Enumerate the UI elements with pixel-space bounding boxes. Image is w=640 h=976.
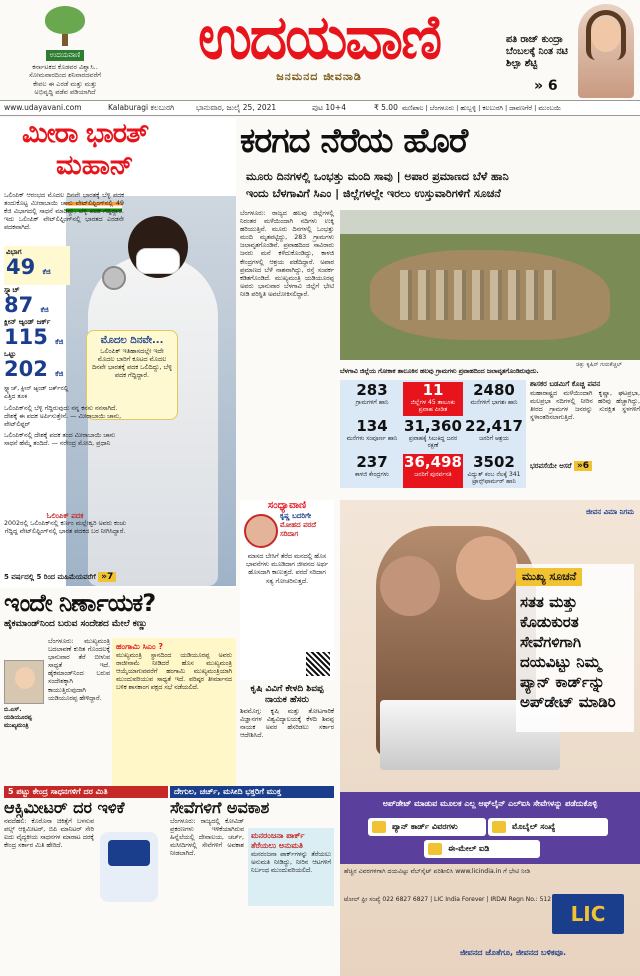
actress-photo <box>578 4 634 98</box>
decision-headline[interactable]: ಇಂದೇ ನಿರ್ಣಾಯಕ? <box>4 589 156 617</box>
stat-label: ಕ್ಲೀನ್ ಆ್ಯಂಡ್ ಜರ್ಕ್ <box>4 318 51 326</box>
krishi-body: ಶಿವಮೊಗ್ಗ: ಕೃಷಿ ಮತ್ತು ತೋಟಗಾರಿಕೆ ವಿಜ್ಞಾನಗಳ ವಿಶ್ವವಿದ್ಯಾಲಯಕ್ಕೆ ಕೆಳದಿ ಶಿವಪ್ಪ ನಾಯಕ ಅವರ ಹೆಸರಿಡಲು ಸರ್ಕಾರ ಆದೇಶಿಸಿದೆ. <box>240 708 334 740</box>
flood-headline[interactable]: ಕರಗದ ನೆರೆಯ ಹೊರೆ <box>240 121 468 161</box>
stat-label: ಒಟ್ಟು <box>4 350 17 358</box>
note-text: 2002ರಲ್ಲಿ ಒಲಿಂಪಿಕ್‌ನಲ್ಲಿ ಕರ್ಣಂ ಮಲ್ಲೇಶ್ವರಿ ಅವರು ಕಂಚು ಗೆದ್ದಿದ್ದ ವೇಟ್‌ಲಿಫ್ಟಿಂಗ್‌ನಲ್ಲಿ ಭಾರತ ಪದಕದ ಬರ ನೀಗಿಸಿದ್ದಾರೆ. <box>4 520 126 535</box>
stat-cell: 36,498 ಜನರಿಗೆ ಪುನರ್ವಸತಿ <box>403 454 463 488</box>
stat-unit: ಕೆಜಿ <box>40 306 49 314</box>
mail-icon <box>428 843 442 855</box>
stat-unit: ಕೆಜಿ <box>55 338 64 346</box>
stat-cell: 2480 ಮನೆಗಳಿಗೆ ಭಾಗಶಃ ಹಾನಿ <box>470 381 518 406</box>
side-heading[interactable]: ಶಾಸಕರ ಬಡಮಿಗೆ ಕೊಚ್ಚಿ ಪವನ <box>530 380 601 388</box>
cities: ಮಣಿಪಾಲ | ಬೆಂಗಳೂರು | ಹುಬ್ಬಳ್ಳಿ | ಕಲಬುರಗಿ | ದಾವಣಗೆರೆ | ಮುಂಬಯಿ <box>402 104 561 112</box>
quote: ಒಲಿಂಪಿಕ್‌ನಲ್ಲಿ ದೇಶಕ್ಕೆ ಪದಕ ತಂದ ಮೀರಾಬಾಯಿ ಚಾನು ಸಾಧನೆ ಹೆಮ್ಮೆ ತಂದಿದೆ. — ನರೇಂದ್ರ ಮೋದಿ, ಪ್ರಧಾನಿ <box>4 432 116 447</box>
park-text: ಮನರಂಜನಾ ಪಾರ್ಕ್‌ಗಳನ್ನು ತೆರೆಯಲು ಅನುಮತಿ ನೀಡಿದ್ದು, ನೀರಿನ ಆಟಗಳಿಗೆ ನಿರ್ಬಂಧ ಮುಂದುವರಿಯಲಿದೆ. <box>251 851 331 875</box>
oximeter-story <box>4 786 168 976</box>
strip-heading: ಅಪ್‌ಡೇಟ್ ಮಾಡುವ ಮೂಲಕ ಎಲ್ಲ ಆಫ್‌ಲೈನ್ ಎಲ್‌ಐಸಿ ಸೇವೆಗಳನ್ನು ಪಡೆದುಕೊಳ್ಳಿ <box>382 799 598 808</box>
promo-text[interactable]: ಪತಿ ರಾಜ್ ಕುಂದ್ರಾ ಬೆಂಬಲಕ್ಕೆ ನಿಂತ ನಟಿ ಶಿಲ್ಪಾ ಶೆಟ್ಟಿ <box>506 34 568 69</box>
krishi-story <box>240 684 334 740</box>
masthead[interactable] <box>134 1 504 84</box>
stat-total <box>4 350 70 401</box>
story-body: ನವದೆಹಲಿ: ಕೊರೊನಾ ಚಿಕಿತ್ಸೆಗೆ ಬಳಸುವ ಪಲ್ಸ್ ಆಕ್ಸಿಮೀಟರ್, ಬಿಪಿ ಮಾನಿಟರ್ ಸೇರಿ ಐದು ವೈದ್ಯಕೀಯ ಸಾಧನಗಳ ಮಾರಾಟ ದರಕ್ಕೆ ಕೇಂದ್ರ ಸರ್ಕಾರ ಮಿತಿ ಹೇರಿದೆ. <box>4 818 94 850</box>
side-foot[interactable]: ಭರವಸೆಯೇ ಆಸರೆ <box>530 462 572 471</box>
phone-icon <box>492 821 506 833</box>
cm-caption: ಬಿ.ಎಸ್. ಯಡಿಯೂರಪ್ಪ ಮುಖ್ಯಮಂತ್ರಿ <box>4 706 32 730</box>
story-kicker: 5 ಪಟ್ಟು ಕೇಂದ್ರ ಸಾಧನಗಳಿಗೆ ದರ ಮಿತಿ <box>4 786 168 798</box>
edition: Kalaburagi ಕಲಬುರಗಿ <box>108 103 175 112</box>
medal-icon <box>102 266 126 290</box>
story-kicker: ದೇಗುಲ, ಚರ್ಚ್, ಮಸೀದಿ ಭಕ್ತರಿಗೆ ಮುಕ್ತ <box>170 786 334 798</box>
flood-body: ಬೆಂಗಳೂರು: ರಾಜ್ಯದ ಹಲವು ಜಿಲ್ಲೆಗಳಲ್ಲಿ ನಿರಂತರ ಮಳೆಯಿಂದಾಗಿ ನದಿಗಳು ಉಕ್ಕಿ ಹರಿಯುತ್ತಿವೆ. ಮೂರು ದಿನಗಳಲ್ಲಿ ಒಂಭತ್ತು ಮಂದಿ ಮೃತಪಟ್ಟಿದ್ದು, 283 ಗ್ರಾಮಗಳು ಜಲಾವೃತಗೊಂಡಿವೆ. ಪ್ರವಾಹದಿಂದ ಸಾವಿರಾರು ಜನರು ಮನೆ ಕಳೆದುಕೊಂಡಿದ್ದು, ಕಾಳಜಿ ಕೇಂದ್ರಗಳಲ್ಲಿ ಆಶ್ರಯ ಪಡೆದಿದ್ದಾರೆ. ಅಪಾರ ಪ್ರಮಾಣದ ಬೆಳೆ ನಾಶವಾಗಿದ್ದು, ರಸ್ತೆ ಸಂಪರ್ಕ ಕಡಿತಗೊಂಡಿದೆ. ಮುಖ್ಯಮಂತ್ರಿ ಯಡಿಯೂರಪ್ಪ ಅವರು ಭಾನುವಾರ ಬೆಳಗಾವಿ ಜಿಲ್ಲೆಗೆ ಭೇಟಿ ನೀಡಿ ಪರಿಸ್ಥಿತಿ ಅವಲೋಕಿಸಲಿದ್ದಾರೆ. <box>240 210 334 298</box>
photo-credit: ಚಿತ್ರ: ಕೃಷಿನ್ ಗುರುಕೆಚ್ಚಲ್ <box>576 362 622 368</box>
promo-page[interactable]: » 6 <box>534 78 558 94</box>
sandhya-author: ಕೃಷ್ಣ ಬದರಿಗೇ <box>280 512 312 520</box>
decision-subhead: ಹೈಕಮಾಂಡ್‌ನಿಂದ ಬರುವ ಸಂದೇಶದ ಮೇಲೆ ಕಣ್ಣು <box>4 619 148 629</box>
mirabai-jump-line[interactable] <box>4 570 150 584</box>
stat-cell: 22,417 ಜನರಿಗೆ ಆಶ್ರಯ <box>465 417 523 442</box>
park-box <box>248 828 334 906</box>
krishi-heading[interactable]: ಕೃಷಿ ವಿವಿಗೆ ಕೇಳದಿ ಶಿವಪ್ಪ ನಾಯಕ ಹೆಸರು <box>250 684 324 705</box>
side-logo-tag: ಉದಯವಾಣಿ <box>46 50 84 61</box>
oximeter-icon <box>100 832 158 902</box>
mirabai-headline[interactable] <box>0 118 236 190</box>
ad-url-text[interactable]: ಹೆಚ್ಚಿನ ವಿವರಗಳಿಗಾಗಿ ದಯವಿಟ್ಟು ವೆಬ್‌ಸೈಟ್ ಪರಿಶೀಲಿಸಿ www.licindia.in ಗೆ ಭೇಟಿ ನೀಡಿ <box>344 868 531 875</box>
price: ₹ 5.00 <box>374 103 398 112</box>
mirabai-headline-line-1[interactable]: ಮೀರಾ ಭಾರತ್ <box>22 118 149 149</box>
lic-advertisement[interactable] <box>340 500 640 976</box>
flood-caption: ಬೆಳಗಾವಿ ಜಿಲ್ಲೆಯ ಗೋಕಾಕ ತಾಲೂಕಿನ ಹಲವು ಗ್ರಾಮಗಳು ಪ್ರವಾಹದಿಂದ ಜಲಾವೃತಗೊಂಡಿರುವುದು. <box>340 368 539 375</box>
side-page-badge[interactable]: »6 <box>574 461 592 471</box>
page-count: ಪುಟ 10+4 <box>312 103 346 112</box>
worship-story <box>170 786 334 976</box>
sandhya-subtitle: ಮೋಹದ ಪರದೆ ಸರಿದಾಗ <box>280 521 317 538</box>
qr-code-icon[interactable] <box>306 652 330 676</box>
park-heading: ಮನರಂಜನಾ ಪಾರ್ಕ್ ತೆರೆಯಲು ಅನುಮತಿ <box>251 831 305 850</box>
stat-label: ಸ್ನ್ಯಾಚ್ <box>4 286 20 294</box>
mobile-item[interactable]: ಮೊಬೈಲ್ ಸಂಖ್ಯೆ <box>488 818 608 836</box>
sandhya-body: ಮಾಸದ ಬೇಸಿಗೆ ತೆರೆದ ಮನದಲ್ಲಿ ಹೊಸ ಭಾವನೆಗಳು ಮೂಡಿದಾಗ ಜೀವನದ ಅರ್ಥ ಹೊಸದಾಗಿ ಕಾಣುತ್ತದೆ. ಪರದೆ ಸರಿದಾಗ ಸತ್ಯ ಗೋಚರಿಸುತ್ತದೆ. <box>246 553 328 585</box>
cm-photo <box>4 660 44 704</box>
stat-clean-jerk <box>4 318 70 353</box>
olympic-medal-note <box>4 512 126 536</box>
stat-value: 202 <box>4 357 48 381</box>
stat-category <box>4 246 70 285</box>
email-item[interactable]: ಈ-ಮೇಲ್ ಐಡಿ <box>424 840 540 858</box>
stat-value: 115 <box>4 325 48 349</box>
flood-subhead-1: ಮೂರು ದಿನಗಳಲ್ಲಿ ಒಂಭತ್ತು ಮಂದಿ ಸಾವು | ಅಪಾರ ಪ್ರಮಾಣದ ಬೆಳೆ ಹಾನಿ <box>246 170 509 183</box>
author-avatar <box>244 514 278 548</box>
masthead-tagline: ಜನಮನದ ಜೀವನಾಡಿ <box>276 70 362 83</box>
promo-box[interactable] <box>506 34 634 94</box>
decision-body: ಬೆಂಗಳೂರು: ಮುಖ್ಯಮಂತ್ರಿ ಬದಲಾವಣೆ ಕುರಿತ ಗೊಂದಲಕ್ಕೆ ಭಾನುವಾರ ತೆರೆ ಬೀಳುವ ಸಾಧ್ಯತೆ ಇದೆ. ಹೈಕಮಾಂಡ್‌ನಿಂದ ಬರುವ ಸಂದೇಶಕ್ಕಾಗಿ ಕಾಯುತ್ತಿರುವುದಾಗಿ ಯಡಿಯೂರಪ್ಪ ಹೇಳಿದ್ದಾರೆ. <box>48 638 110 702</box>
side-logo-line: ಕೇವಲ ಈ ಎರಡೆ ಮತ್ತು ಮತ್ತು <box>33 79 97 88</box>
stat-unit: ಕೆಜಿ <box>55 370 64 378</box>
stat-cell: 283 ಗ್ರಾಮಗಳಿಗೆ ಹಾನಿ <box>355 381 389 406</box>
stat-value: 87 <box>4 293 34 317</box>
hangami-text: ಮುಖ್ಯಮಂತ್ರಿ ಸ್ಥಾನದಿಂದ ಯಡಿಯೂರಪ್ಪ ಅವರು ರಾಜೀನಾಮೆ ನೀಡಿದರೆ ಹೊಸ ಮುಖ್ಯಮಂತ್ರಿ ಆಯ್ಕೆಯಾಗುವವರೆಗೆ ಹಂಗಾಮಿ ಮುಖ್ಯಮಂತ್ರಿಯಾಗಿ ಮುಂದುವರಿಯುವ ಸಾಧ್ಯತೆ ಇದೆ. ವರಿಷ್ಠರ ತೀರ್ಮಾನದ ಬಳಿಕ ಶಾಸಕಾಂಗ ಪಕ್ಷದ ಸಭೆ ನಡೆಯಲಿದೆ. <box>116 652 232 692</box>
quote: ಒಲಿಂಪಿಕ್‌ನಲ್ಲಿ ಬೆಳ್ಳಿ ಗೆದ್ದಿರುವುದು ನನ್ನ ಕನಸು ನನಸಾಗಿದೆ. ದೇಶಕ್ಕೆ ಈ ಪದಕ ಅರ್ಪಿಸುತ್ತೇನೆ. — ಮೀರಾಬಾಯಿ ಚಾನು, ವೇಟ್‌ಲಿಫ್ಟರ್ <box>4 405 122 428</box>
stat-unit: ಕೆಜಿ <box>42 268 51 276</box>
pan-card-item[interactable]: ಪ್ಯಾನ್ ಕಾರ್ಡ್ ವಿವರಗಳು <box>368 818 486 836</box>
side-text: ಮಹಾರಾಷ್ಟ್ರದ ಮಳೆಯಿಂದಾಗಿ ಕೃಷ್ಣಾ, ಘಟಪ್ರಭಾ, ಮಲಪ್ರಭಾ ನದಿಗಳಲ್ಲಿ ನೀರಿನ ಹರಿವು ಹೆಚ್ಚಾಗಿದ್ದು, ತೀರದ ಗ್ರಾಮಗಳ ಜನರನ್ನು ಸುರಕ್ಷಿತ ಸ್ಥಳಗಳಿಗೆ ಸ್ಥಳಾಂತರಿಸಲಾಗುತ್ತಿದೆ. <box>530 390 640 422</box>
jump-page-badge[interactable]: »7 <box>98 572 116 582</box>
bubble-title: ಮೊದಲ ದಿನವೇ... <box>100 335 164 346</box>
masthead-title[interactable]: ಉದಯವಾಣಿ <box>197 1 441 73</box>
date: ಭಾನುವಾರ, ಜುಲೈ 25, 2021 <box>196 103 277 112</box>
hangami-heading[interactable]: ಹಂಗಾಮಿ ಸಿಎಂ ? <box>116 642 164 651</box>
site-url[interactable]: www.udayavani.com <box>4 103 82 112</box>
side-logo <box>10 6 120 98</box>
stat-cell: 3502 ವಿದ್ಯುತ್ ಕಂಬ ನೆಲಕ್ಕೆ 341 ಟ್ರಾನ್ಸ್‌ಫಾರ್ಮರ್ ಹಾನಿ <box>467 453 521 485</box>
stat-cell: 237 ಕಾಳಜಿ ಕೇಂದ್ರಗಳು <box>355 453 389 478</box>
stat-snatch <box>4 286 70 321</box>
side-logo-line: ಕರ್ನಾಟಕದ ಕೊಡವರ ವಿಶ್ವಾಸಿ.. <box>32 62 98 71</box>
card-icon <box>372 821 386 833</box>
tree-logo-icon <box>44 6 86 48</box>
story-body: ಬೆಂಗಳೂರು: ರಾಜ್ಯದಲ್ಲಿ ಕೋವಿಡ್ ಪ್ರಕರಣಗಳು ಇಳಿಕೆಯಾಗಿರುವ ಹಿನ್ನೆಲೆಯಲ್ಲಿ ದೇವಾಲಯ, ಚರ್ಚ್, ಮಸೀದಿಗಳಲ್ಲಿ ಸೇವೆಗಳಿಗೆ ಅವಕಾಶ ನೀಡಲಾಗಿದೆ. <box>170 818 244 858</box>
mirabai-headline-line-2[interactable]: ಮಹಾನ್ <box>56 150 134 181</box>
ad-toll: ಟೋಲ್ ಫ್ರೀ ಸಂಖ್ಯೆ 022 6827 6827 | LIC India Forever | IRDAI Regn No.: 512 <box>344 896 552 903</box>
side-logo-line: ಸೋಮವಾರದಿಂದ ಶನಿವಾರದವರೆಗೆ <box>28 71 102 79</box>
mirabai-intro: ಒಲಿಂಪಿಕ್ ಆರಂಭದ ಮೊದಲ ದಿನವೇ ಭಾರತಕ್ಕೆ ಬೆಳ್ಳಿ ಪದಕ ತಂದುಕೊಟ್ಟ ಮೀರಾಬಾಯಿ ಚಾನು ವೇಟ್‌ಲಿಫ್ಟಿಂಗ್‌ನಲ್ಲಿ 49 ಕೆಜಿ ವಿಭಾಗದಲ್ಲಿ ಸಾಧನೆ ಮಾಡಿದ್ದು, ಬೆಳ್ಳಿ ಪದಕ ಗೆದ್ದಿದ್ದಾರೆ. ಇದು ಒಲಿಂಪಿಕ್ ವೇಟ್‌ಲಿಫ್ಟಿಂಗ್‌ನಲ್ಲಿ ಭಾರತದ ಎರಡನೇ ಪದಕವಾಗಿದೆ. <box>4 192 124 232</box>
dateline <box>0 100 640 116</box>
side-logo-line: ಅಭಿವೃದ್ಧಿ ಪಡೆವ ಪಡಿಯಾಗಿದೆ <box>34 88 96 96</box>
story-headline[interactable]: ಆಕ್ಸಿಮೀಟರ್ ದರ ಇಳಿಕೆ <box>4 798 125 817</box>
note-heading: ಓಲಿಂಪಿಕ್ ಪದಕ <box>46 512 84 520</box>
story-headline[interactable]: ಸೇವೆಗಳಿಗೆ ಅವಕಾಶ <box>170 798 270 817</box>
ad-motto: ಜೀವನದ ಜೊತೆಗೂ, ಜೀವನದ ಬಳಿಕವೂ. <box>460 948 567 957</box>
lic-logo: LIC <box>552 894 624 934</box>
stat-note: ಸ್ನ್ಯಾಚ್, ಕ್ಲೀನ್ ಆ್ಯಂಡ್ ಜರ್ಕ್‌ನಲ್ಲಿ ಎತ್ತಿದ ತೂಕ <box>4 385 69 400</box>
flood-side-story <box>530 380 640 470</box>
stat-label: ವಿಭಾಗ <box>6 248 22 256</box>
flood-subheads <box>246 168 640 202</box>
stat-cell: 31,360 ಪ್ರವಾಹಕ್ಕೆ ಸಿಲುಕಿದ್ದ ಜನರ ರಕ್ಷಣೆ <box>404 417 462 449</box>
ad-update-strip <box>340 792 640 864</box>
jump-text[interactable]: 5 ವರ್ಷದಲ್ಲಿ 5 ರಿಂದ ಮಹಿಮೆಯವರೆಗೆ <box>4 573 96 581</box>
stat-value: 49 <box>6 255 36 279</box>
sandhyavani-column <box>240 500 334 680</box>
stat-cell: 11 ಜಿಲ್ಲೆಗಳ 45 ತಾಲೂಕು ಪ್ರವಾಹ ಪೀಡಿತ <box>403 382 463 416</box>
ad-badge: ಮುಖ್ಯ ಸೂಚನೆ <box>516 568 582 586</box>
stat-cell: 134 ಮನೆಗಳು ಸಂಪೂರ್ಣ ಹಾನಿ <box>346 417 398 442</box>
ad-brand-top: ಜೀವನ ವಿಮಾ ನಿಗಮ <box>586 508 634 516</box>
hangami-box <box>112 638 236 786</box>
flood-photo <box>340 210 640 360</box>
ad-message: ಸತತ ಮತ್ತು ಕೊಡುಕುರತ ಸೇವೆಗಳಿಗಾಗಿ ದಯವಿಟ್ಟು ನಿಮ್ಮ ಪ್ಯಾನ್ ಕಾರ್ಡ್‌ನ್ನು ಅಪ್‌ಡೇಟ್ ಮಾಡಿರಿ <box>520 593 616 711</box>
flood-subhead-2: ಇಂದು ಬೆಳಗಾವಿಗೆ ಸಿಎಂ | ಜಿಲ್ಲೆಗಳಲ್ಲೇ ಇರಲು ಉಸ್ತುವಾರಿಗಳಿಗೆ ಸೂಚನೆ <box>246 187 501 200</box>
mirabai-quotes <box>4 405 129 451</box>
bubble-text: ಒಲಿಂಪಿಕ್ ಇತಿಹಾಸದಲ್ಲೇ ಇದೇ ಮೊದಲ ಬಾರಿಗೆ ಕೂಟದ ಮೊದಲ ದಿನವೇ ಭಾರತಕ್ಕೆ ಪದಕ ಒಲಿದಿದ್ದು, ಬೆಳ್ಳಿ ಪದಕ ಗೆದ್ದಿದ್ದಾರೆ. <box>91 347 172 379</box>
flood-stats <box>340 380 526 488</box>
sandhya-title[interactable]: ಸಂಧ್ಯಾವಾಣಿ <box>267 500 307 511</box>
